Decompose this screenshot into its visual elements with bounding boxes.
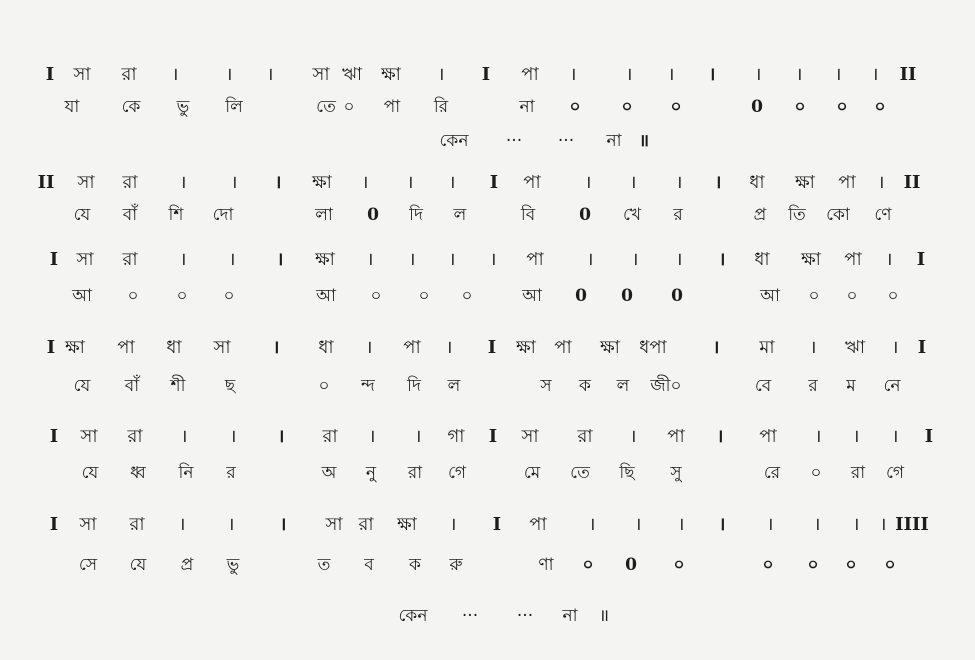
lyric-syllable: ০	[176, 286, 188, 306]
swara-note: ।	[885, 249, 893, 270]
swara-note: ।	[406, 172, 414, 193]
lyric-syllable: 0	[621, 286, 633, 306]
swara-note: ।	[225, 64, 233, 85]
lyric-syllable: জী০	[650, 376, 682, 396]
swara-line	[0, 170, 975, 196]
swara-note: ।	[766, 514, 774, 535]
lyric-syllable: অ	[321, 463, 337, 483]
bar-mark: I	[46, 337, 56, 358]
bar-mark: I	[45, 64, 55, 85]
lyric-syllable: বাঁ	[122, 205, 138, 225]
lyric-syllable: আ	[760, 286, 780, 306]
swara-note: সা	[312, 64, 330, 85]
swara-note: ।	[879, 514, 887, 535]
swara-note: সা	[73, 64, 91, 85]
lyric-syllable: ০	[127, 286, 139, 306]
swara-note: সা	[521, 426, 539, 447]
lyric-syllable: কো	[826, 205, 850, 225]
swara-note: ।	[852, 514, 860, 535]
lyric-syllable: স	[540, 376, 552, 396]
lyric-syllable: রে	[763, 463, 781, 483]
lyric-syllable: ০	[569, 97, 581, 117]
swara-line	[0, 424, 975, 450]
lyric-syllable: ০	[807, 555, 819, 575]
bar-mark: I	[49, 426, 59, 447]
swara-note: পা	[529, 514, 547, 535]
swara-note: পা	[521, 64, 539, 85]
lyric-syllable: 0	[671, 286, 683, 306]
lyric-syllable: রি	[433, 97, 449, 117]
stanza-5	[0, 424, 975, 484]
end-mark: ॥	[638, 131, 650, 151]
stanza-2	[0, 170, 975, 230]
swara-note: ।	[361, 172, 369, 193]
bar-mark: I	[49, 249, 59, 270]
bar-mark: ।	[277, 426, 285, 447]
ellipsis: ···	[516, 606, 534, 626]
swara-note: পা	[526, 249, 544, 270]
swara-note: ক্ষা	[312, 172, 332, 193]
swara-note: ক্ষা	[801, 249, 821, 270]
lyric-syllable: বাঁ	[124, 376, 140, 396]
swara-note: ।	[448, 249, 456, 270]
lyric-syllable: ণে	[874, 205, 892, 225]
swara-note: পা	[667, 426, 685, 447]
lyric-syllable: বে	[754, 376, 772, 396]
ellipsis: ···	[557, 131, 575, 151]
swara-note: ।	[852, 426, 860, 447]
lyric-syllable: পা	[383, 97, 401, 117]
refrain-line	[0, 128, 975, 154]
swara-note: ।	[631, 249, 639, 270]
refrain-word: কেন	[439, 131, 469, 151]
lyric-syllable: ল	[616, 376, 630, 396]
swara-note: পা	[554, 337, 572, 358]
refrain-line	[0, 603, 975, 629]
lyric-syllable: ০	[670, 97, 682, 117]
swara-note: ।	[629, 426, 637, 447]
swara-note: ।	[809, 337, 817, 358]
swara-note: ।	[834, 64, 842, 85]
lyric-syllable: ম	[846, 376, 856, 396]
swara-note: ।	[569, 64, 577, 85]
swara-note: ।	[179, 172, 187, 193]
bar-mark: ।	[708, 64, 716, 85]
lyric-syllable: ০	[845, 555, 857, 575]
swara-note: ।	[814, 426, 822, 447]
swara-note: ।	[675, 249, 683, 270]
swara-note: ।	[677, 514, 685, 535]
bar-mark: ।	[714, 172, 722, 193]
swara-note: রা	[121, 64, 137, 85]
swara-note: গা	[447, 426, 465, 447]
swara-note: সা	[213, 337, 231, 358]
lyric-syllable: ০	[846, 286, 858, 306]
lyric-syllable: ০	[370, 286, 382, 306]
swara-note: ।	[445, 337, 453, 358]
lyric-syllable: রা	[407, 463, 423, 483]
swara-line	[0, 335, 975, 361]
lyric-syllable: ভু	[176, 97, 190, 117]
lyric-syllable: লি	[225, 97, 243, 117]
swara-note: ।	[180, 426, 188, 447]
swara-note: ক্ষা	[65, 337, 85, 358]
lyric-syllable: যে	[129, 555, 147, 575]
bar-mark: ।	[718, 514, 726, 535]
swara-note: রা	[122, 249, 138, 270]
swara-note: ।	[178, 514, 186, 535]
bar-mark: ।	[489, 249, 497, 270]
swara-note: ।	[366, 249, 374, 270]
lyric-syllable: ০	[343, 97, 355, 117]
lyric-syllable: ০	[762, 555, 774, 575]
swara-note: ।	[754, 64, 762, 85]
swara-note: ।	[437, 64, 445, 85]
lyric-syllable: ল	[453, 205, 467, 225]
lyric-syllable: ০	[223, 286, 235, 306]
lyric-syllable: না	[519, 97, 535, 117]
lyric-syllable: যা	[64, 97, 80, 117]
swara-note: ।	[229, 426, 237, 447]
lyric-syllable: দো	[212, 205, 234, 225]
lyric-syllable: ০	[794, 97, 806, 117]
swara-note: সা	[77, 172, 95, 193]
swara-note: রা	[577, 426, 593, 447]
lyric-syllable: নে	[883, 376, 901, 396]
swara-note: পা	[403, 337, 421, 358]
swara-note: ।	[877, 172, 885, 193]
lyric-syllable: ০	[621, 97, 633, 117]
swara-note: পা	[838, 172, 856, 193]
bar-mark: I	[492, 514, 502, 535]
swara-note: ।	[795, 64, 803, 85]
lyric-syllable: 0	[625, 555, 637, 575]
swara-note: ।	[584, 172, 592, 193]
lyric-syllable: রু	[449, 555, 463, 575]
lyric-syllable: ক	[409, 555, 421, 575]
lyric-syllable: মে	[523, 463, 541, 483]
stanza-6	[0, 512, 975, 575]
swara-note: ।	[588, 514, 596, 535]
lyric-syllable: যে	[81, 463, 99, 483]
refrain-word: কেন	[398, 606, 428, 626]
swara-note: ধা	[749, 172, 765, 193]
swara-note: ।	[675, 172, 683, 193]
lyric-syllable: ল	[447, 376, 461, 396]
bar-mark: ।	[266, 64, 274, 85]
swara-note: ।	[449, 514, 457, 535]
bar-mark: IIII	[895, 514, 929, 535]
swara-note: পা	[117, 337, 135, 358]
ellipsis: ···	[505, 131, 523, 151]
refrain-word: না	[606, 131, 622, 151]
swara-note: ।	[408, 249, 416, 270]
stanza-3	[0, 247, 975, 307]
lyric-syllable: দি	[409, 205, 423, 225]
swara-note: ।	[891, 337, 899, 358]
swara-note: ।	[228, 249, 236, 270]
lyric-syllable: সু	[670, 463, 682, 483]
swara-note: ।	[227, 514, 235, 535]
end-mark: ॥	[598, 606, 610, 626]
bar-mark: ।	[718, 249, 726, 270]
swara-note: ।	[230, 172, 238, 193]
bar-mark: I	[917, 337, 927, 358]
swara-note: মা	[759, 337, 775, 358]
lyric-syllable: প্র	[180, 555, 194, 575]
lyric-syllable: রা	[850, 463, 866, 483]
bar-mark: ।	[276, 249, 284, 270]
lyric-syllable: ন্দ	[361, 376, 375, 396]
lyric-syllable: ০	[874, 97, 886, 117]
lyric-syllable: 0	[367, 205, 379, 225]
swara-note: ।	[871, 64, 879, 85]
swara-note: সা	[76, 249, 94, 270]
lyric-syllable: নু	[365, 463, 377, 483]
lyric-syllable: 0	[751, 97, 763, 117]
lyric-syllable: তি	[788, 205, 806, 225]
lyric-syllable: ০	[808, 286, 820, 306]
swara-note: ক্ষা	[516, 337, 536, 358]
swara-note: ধপা	[639, 337, 667, 358]
swara-note: ।	[667, 64, 675, 85]
bar-mark: ।	[712, 337, 720, 358]
lyric-syllable: র	[808, 376, 818, 396]
lyric-syllable: আ	[522, 286, 542, 306]
lyric-line	[0, 202, 975, 228]
lyric-syllable: র	[226, 463, 236, 483]
lyric-syllable: ০	[887, 286, 899, 306]
swara-note: ।	[813, 514, 821, 535]
swara-note: সা	[79, 514, 97, 535]
swara-note: ।	[586, 249, 594, 270]
swara-note: ধা	[318, 337, 334, 358]
lyric-syllable: বি	[520, 205, 536, 225]
lyric-line	[0, 94, 975, 120]
lyric-syllable: শি	[168, 205, 184, 225]
lyric-syllable: প্র	[753, 205, 767, 225]
swara-note: ।	[448, 172, 456, 193]
bar-mark: ।	[716, 426, 724, 447]
lyric-syllable: 0	[579, 205, 591, 225]
lyric-syllable: লা	[315, 205, 333, 225]
lyric-line	[0, 552, 975, 578]
lyric-syllable: ০	[810, 463, 822, 483]
swara-note: সা	[325, 514, 343, 535]
lyric-syllable: কে	[121, 97, 141, 117]
lyric-syllable: শী	[170, 376, 186, 396]
swara-note: ।	[625, 64, 633, 85]
swara-note: ।	[365, 337, 373, 358]
lyric-line	[0, 460, 975, 486]
lyric-syllable: ব	[364, 555, 374, 575]
swara-note: ঋা	[844, 337, 866, 358]
bar-mark: II	[37, 172, 55, 193]
lyric-syllable: ণা	[538, 555, 554, 575]
swara-note: পা	[759, 426, 777, 447]
lyric-syllable: ০	[461, 286, 473, 306]
lyric-syllable: সে	[78, 555, 98, 575]
lyric-syllable: গে	[447, 463, 467, 483]
swara-note: ঋা	[341, 64, 363, 85]
lyric-syllable: যে	[73, 205, 91, 225]
swara-line	[0, 247, 975, 273]
lyric-syllable: খে	[622, 205, 642, 225]
swara-note: ।	[634, 514, 642, 535]
lyric-syllable: 0	[575, 286, 587, 306]
ellipsis: ···	[461, 606, 479, 626]
lyric-syllable: তে	[570, 463, 590, 483]
bar-mark: I	[487, 337, 497, 358]
swara-note: ধা	[166, 337, 182, 358]
bar-mark: ।	[274, 172, 282, 193]
lyric-syllable: ০	[582, 555, 594, 575]
swara-note: ধা	[754, 249, 770, 270]
bar-mark: I	[481, 64, 491, 85]
lyric-syllable: ছ	[224, 376, 236, 396]
bar-mark: I	[488, 426, 498, 447]
bar-mark: I	[49, 514, 59, 535]
swara-line	[0, 512, 975, 538]
swara-note: ক্ষা	[795, 172, 815, 193]
stanza-1	[0, 62, 975, 122]
bar-mark: II	[903, 172, 921, 193]
bar-mark: I	[924, 426, 934, 447]
bar-mark: I	[489, 172, 499, 193]
lyric-syllable: গে	[885, 463, 905, 483]
swara-note: রা	[358, 514, 374, 535]
lyric-syllable: ০	[318, 376, 330, 396]
swara-note: পা	[844, 249, 862, 270]
swara-note: ক্ষা	[397, 514, 417, 535]
swara-note: ক্ষা	[600, 337, 620, 358]
swara-note: ।	[179, 249, 187, 270]
lyric-syllable: ত	[317, 555, 331, 575]
swara-note: ।	[368, 426, 376, 447]
lyric-syllable: ভু	[226, 555, 240, 575]
lyric-syllable: ধ্ব	[130, 463, 146, 483]
swara-note: রা	[127, 426, 143, 447]
swara-note: সা	[80, 426, 98, 447]
swara-line	[0, 62, 975, 88]
lyric-syllable: ০	[673, 555, 685, 575]
lyric-syllable: তে	[316, 97, 336, 117]
swara-note: ।	[171, 64, 179, 85]
lyric-syllable: দি	[407, 376, 421, 396]
swara-note: রা	[129, 514, 145, 535]
stanza-4	[0, 335, 975, 395]
lyric-line	[0, 283, 975, 309]
swara-note: ।	[891, 426, 899, 447]
swara-note: ক্ষা	[381, 64, 401, 85]
lyric-syllable: নি	[178, 463, 194, 483]
swara-note: ।	[414, 426, 422, 447]
lyric-syllable: আ	[316, 286, 336, 306]
lyric-syllable: ০	[418, 286, 430, 306]
refrain-word: না	[562, 606, 578, 626]
bar-mark: I	[916, 249, 926, 270]
swara-note: ক্ষা	[315, 249, 335, 270]
lyric-syllable: ০	[884, 555, 896, 575]
lyric-syllable: আ	[72, 286, 92, 306]
bar-mark: ।	[279, 514, 287, 535]
lyric-syllable: ক	[579, 376, 591, 396]
bar-mark: ।	[272, 337, 280, 358]
lyric-syllable: র	[673, 205, 683, 225]
lyric-syllable: যে	[73, 376, 91, 396]
swara-note: পা	[523, 172, 541, 193]
lyric-line	[0, 373, 975, 399]
swara-note: ।	[629, 172, 637, 193]
lyric-syllable: ০	[836, 97, 848, 117]
lyric-syllable: ছি	[619, 463, 635, 483]
swara-note: রা	[322, 426, 338, 447]
bar-mark: II	[899, 64, 917, 85]
swara-note: রা	[122, 172, 138, 193]
